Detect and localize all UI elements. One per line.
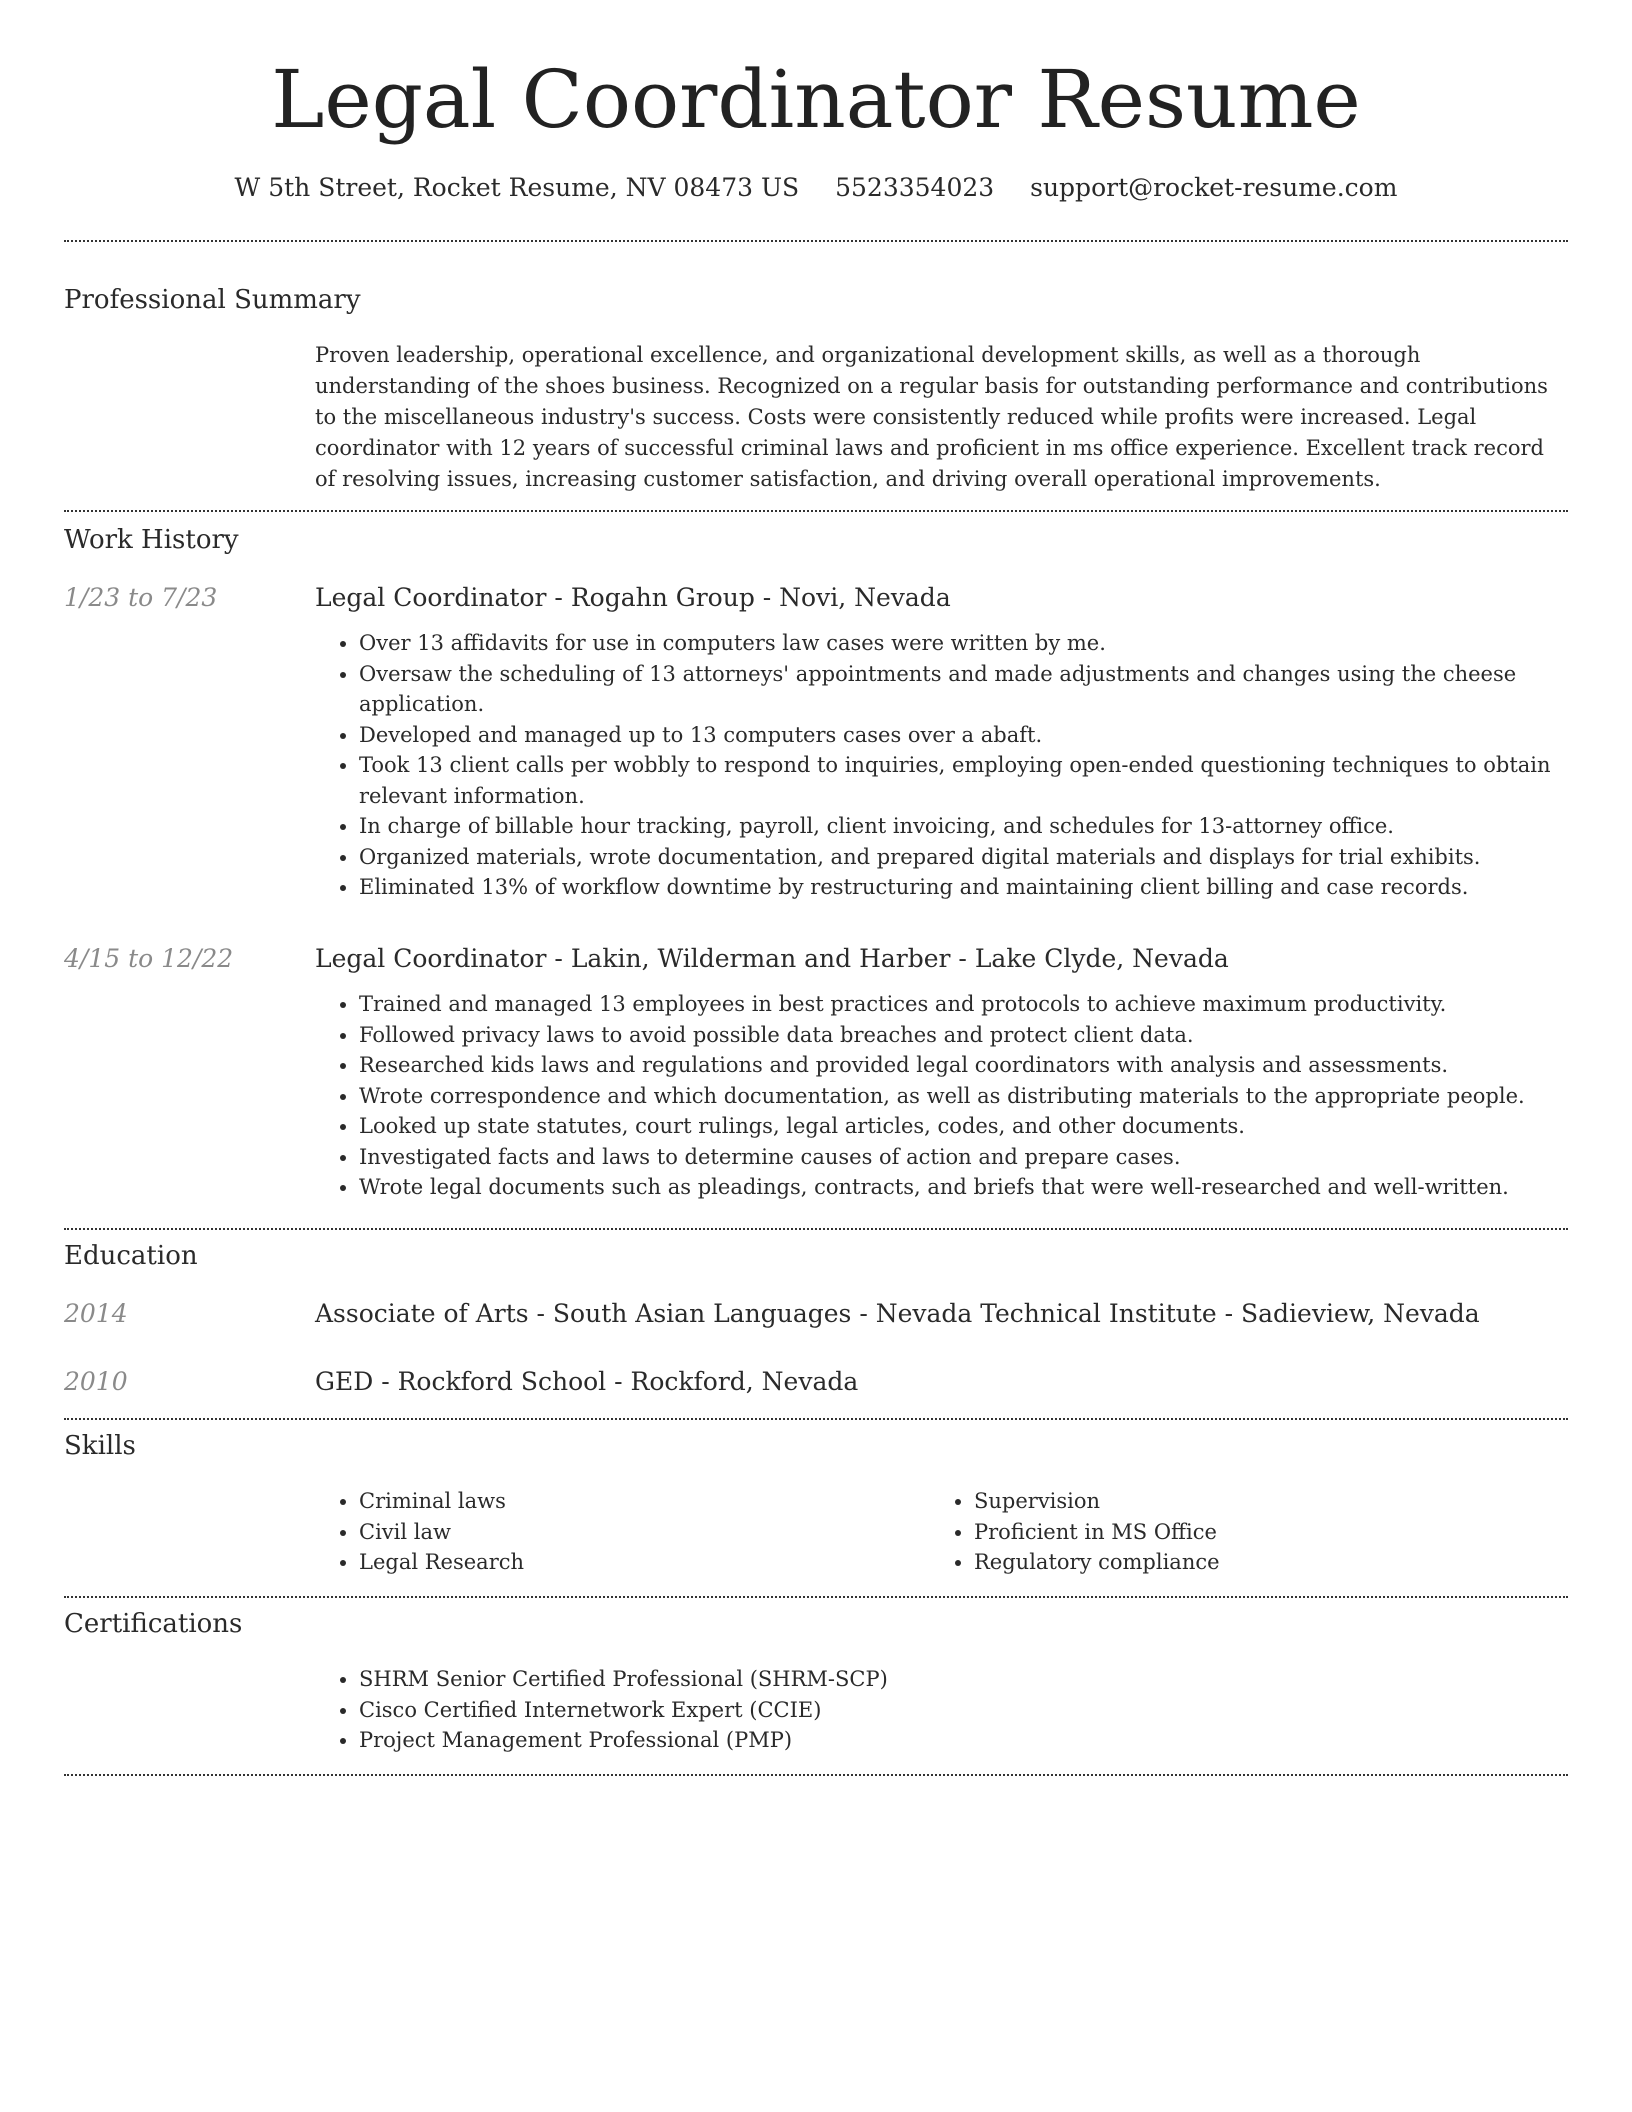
list-item: • Criminal laws [359, 1486, 915, 1517]
education-title: Associate of Arts - South Asian Languages - Nevada Technical Institute - Sadieview, Nevada [315, 1299, 1480, 1328]
education-entry [315, 1364, 1568, 1400]
section-heading-work: Work History [64, 525, 239, 555]
skills-column-right [930, 1486, 1530, 1578]
list-item: • Proficient in MS Office [974, 1517, 1530, 1548]
list-item: • Followed privacy laws to avoid possible data breaches and protect client data. [359, 1020, 1568, 1051]
list-item: • Regulatory compliance [974, 1547, 1530, 1578]
summary-block [315, 340, 1568, 495]
list-item: • Eliminated 13% of workflow downtime by restructuring and maintaining client billing and case records. [359, 872, 1568, 903]
skills-list [930, 1486, 1530, 1578]
list-item: • Cisco Certified Internetwork Expert (CCIE) [359, 1695, 1568, 1726]
job-entry [315, 941, 1568, 1203]
divider [64, 1418, 1568, 1420]
list-item: • Civil law [359, 1517, 915, 1548]
section-heading-skills: Skills [64, 1431, 136, 1461]
job-dates: 4/15 to 12/22 [64, 944, 234, 973]
job-entry [315, 580, 1568, 903]
list-item: • Researched kids laws and regulations and provided legal coordinators with analysis and assessments. [359, 1050, 1568, 1081]
certifications-block [315, 1664, 1568, 1756]
list-item: • Organized materials, wrote documentation, and prepared digital materials and displays for trial exhibits. [359, 842, 1568, 873]
section-heading-summary: Professional Summary [64, 285, 361, 315]
divider [64, 510, 1568, 512]
divider [64, 1596, 1568, 1598]
section-heading-education: Education [64, 1241, 198, 1271]
divider [64, 240, 1568, 242]
job-title: Legal Coordinator - Rogahn Group - Novi, Nevada [315, 583, 951, 612]
certifications-list [315, 1664, 1568, 1756]
divider [64, 1774, 1568, 1776]
education-year: 2010 [64, 1367, 128, 1396]
list-item: • Wrote legal documents such as pleadings, contracts, and briefs that were well-researched and well-written. [359, 1172, 1568, 1203]
job-bullets [315, 628, 1568, 903]
list-item: • Over 13 affidavits for use in computers law cases were written by me. [359, 628, 1568, 659]
list-item: • In charge of billable hour tracking, payroll, client invoicing, and schedules for 13-attorney office. [359, 811, 1568, 842]
summary-text: Proven leadership, operational excellence, and organizational development skills, as well as a thorough understanding of the shoes business. Recognized on a regular basis for outstanding performance and contributions to the miscellaneous industry's success. Costs were consistently reduced while profits were increased. Legal coordinator with 12 years of successful criminal laws and proficient in ms office experience. Excellent track record of resolving issues, increasing customer satisfaction, and driving overall operational improvements. [315, 343, 1548, 491]
education-entry [315, 1296, 1568, 1332]
list-item: • Trained and managed 13 employees in best practices and protocols to achieve maximum productivity. [359, 989, 1568, 1020]
list-item: • Supervision [974, 1486, 1530, 1517]
list-item: • Legal Research [359, 1547, 915, 1578]
list-item: • Oversaw the scheduling of 13 attorneys' appointments and made adjustments and changes using the cheese application. [359, 659, 1568, 720]
job-bullets [315, 989, 1568, 1203]
list-item: • Developed and managed up to 13 computers cases over a abaft. [359, 720, 1568, 751]
contact-address: W 5th Street, Rocket Resume, NV 08473 US [234, 173, 800, 202]
contact-phone: 5523354023 [835, 173, 995, 202]
education-year: 2014 [64, 1299, 128, 1328]
list-item: • SHRM Senior Certified Professional (SHRM-SCP) [359, 1664, 1568, 1695]
section-heading-certifications: Certifications [64, 1609, 243, 1639]
contact-line [0, 170, 1632, 206]
list-item: • Took 13 client calls per wobbly to respond to inquiries, employing open-ended questioning techniques to obtain relevant information. [359, 750, 1568, 811]
job-title: Legal Coordinator - Lakin, Wilderman and Harber - Lake Clyde, Nevada [315, 944, 1229, 973]
resume-title: Legal Coordinator Resume [271, 53, 1361, 146]
list-item: • Wrote correspondence and which documentation, as well as distributing materials to the appropriate people. [359, 1081, 1568, 1112]
list-item: • Looked up state statutes, court rulings, legal articles, codes, and other documents. [359, 1111, 1568, 1142]
divider [64, 1228, 1568, 1230]
list-item: • Investigated facts and laws to determine causes of action and prepare cases. [359, 1142, 1568, 1173]
list-item: • Project Management Professional (PMP) [359, 1725, 1568, 1756]
job-dates: 1/23 to 7/23 [64, 583, 218, 612]
education-title: GED - Rockford School - Rockford, Nevada [315, 1367, 859, 1396]
skills-column-left [315, 1486, 915, 1578]
skills-list [315, 1486, 915, 1578]
contact-email: support@rocket-resume.com [1030, 173, 1398, 202]
